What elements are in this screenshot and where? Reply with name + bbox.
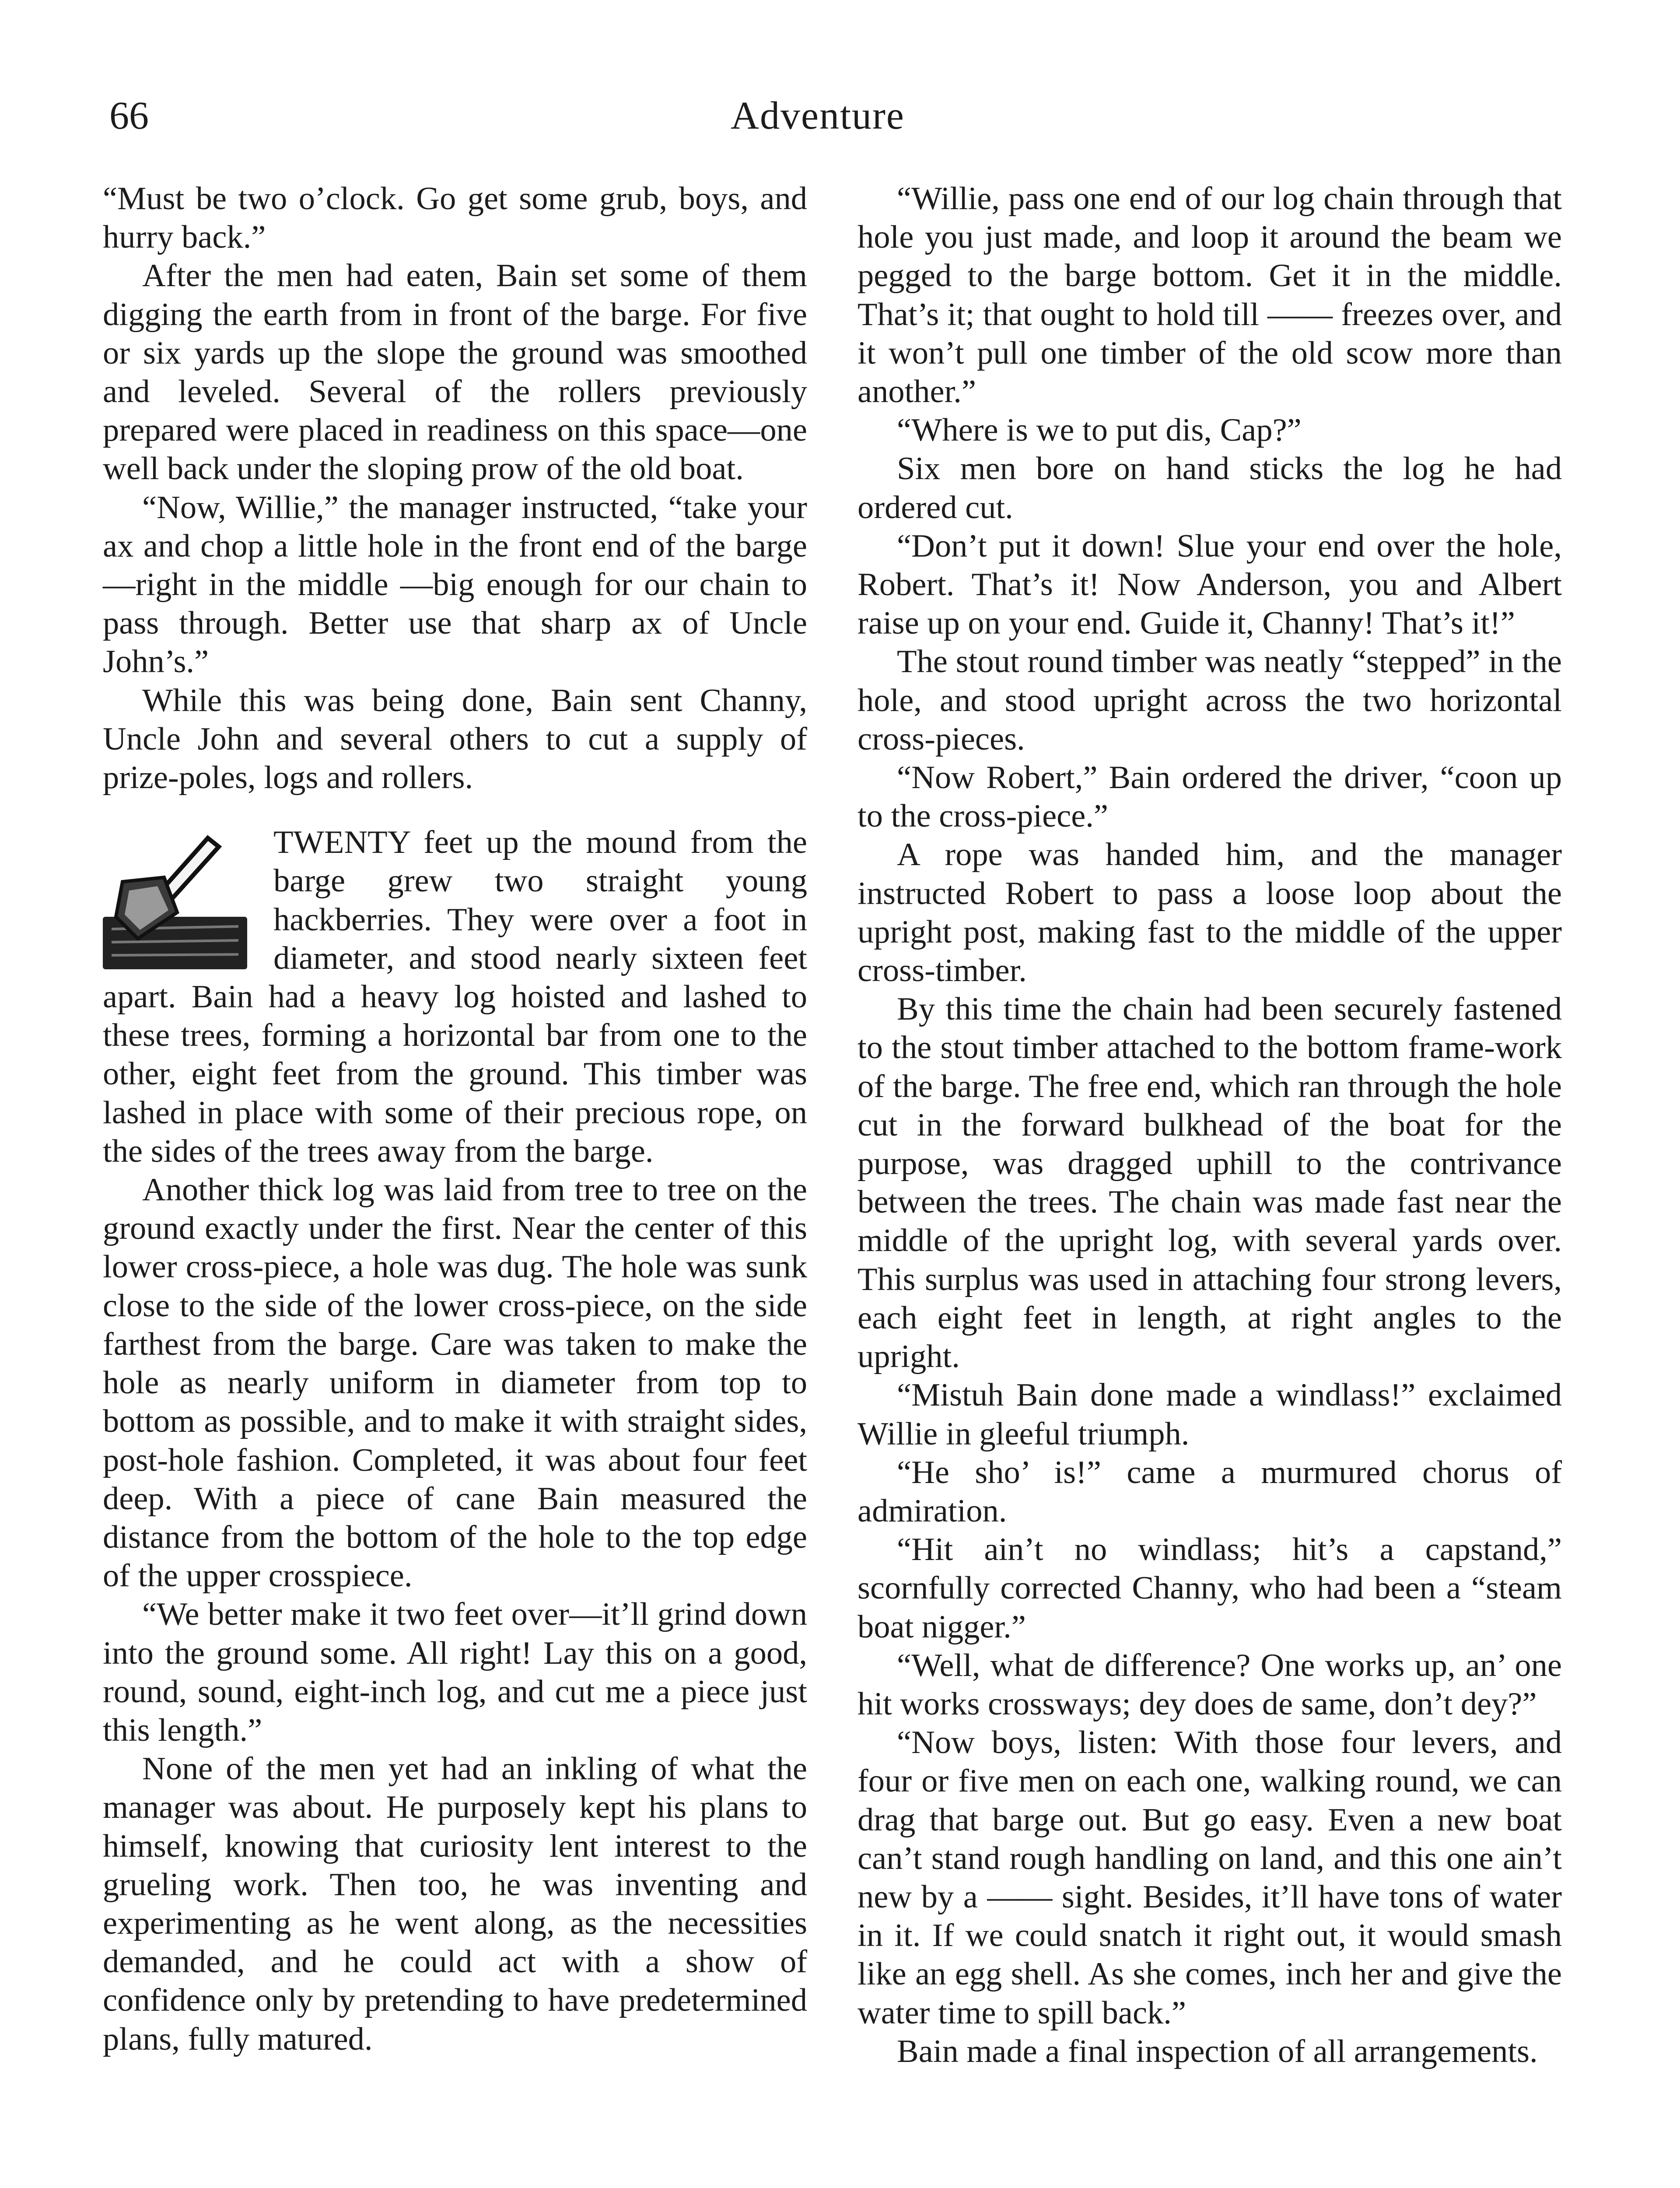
paragraph: TWENTY feet up the mound from the barge grew two straight young hackberries. They were over a foot in diameter, and stood nearly sixteen feet apart. Bain had a heavy log hoisted and lashed to these trees, forming a horizontal bar from one to the other, eight feet from the ground. This timber was lashed in place with some of their precious rope, on the sides of the trees away from the barge. — [103, 824, 807, 1169]
paragraph: “Where is we to put dis, Cap?” — [897, 412, 1302, 449]
paragraph: While this was being done, Bain sent Channy, Uncle John and several others to cut a supply of prize-poles, logs and rollers. — [103, 682, 807, 796]
running-title: Adventure — [731, 94, 905, 137]
paragraph: None of the men yet had an inkling of what the manager was about. He purposely kept his plans to himself, knowing that curiosity lent interest to the grueling work. Then too, he was inventing and experimenting as he went along, as the necessities demanded, and he could act with a show of confidence only by pretending to have predetermined plans, fully matured. — [103, 1751, 807, 2057]
paragraph: “Hit ain’t no windlass; hit’s a capstand,” scornfully corrected Channy, who had been a “steam boat nigger.” — [858, 1532, 1562, 1645]
page-header — [109, 83, 949, 149]
paragraph: After the men had eaten, Bain set some of them digging the earth from in front of the barge. For five or six yards up the slope the ground was smoothed and leveled. Several of the rollers previously prepared were placed in readiness on this space—one well back under the sloping prow of the old boat. — [103, 258, 807, 487]
paragraph: “Willie, pass one end of our log chain through that hole you just made, and loop it around the beam we pegged to the barge bottom. Get it in the middle. That’s it; that ought to hold till —— freezes over, and it won’t pull one timber of the old scow more than another.” — [858, 181, 1562, 410]
right-column — [858, 179, 1562, 2071]
left-column — [103, 179, 807, 2058]
paragraph: “Now, Willie,” the manager instructed, “take your ax and chop a little hole in the front end of the barge—right in the middle —big enough for our chain to pass through. Better use that sharp ax of Uncle John’s.” — [103, 489, 807, 680]
paragraph: “Now boys, listen: With those four levers, and four or five men on each one, walking round, we can drag that barge out. But go easy. Even a new boat can’t stand rough handling on land, and this one ain’t new by a —— sight. Besides, it’ll have tons of water in it. If we could snatch it right out, it would smash like an egg shell. As she comes, inch her and give the water time to spill back.” — [858, 1725, 1562, 2031]
paragraph: “Well, what de difference? One works up, an’ one hit works crossways; dey does de same, don’t dey?” — [858, 1647, 1562, 1722]
section-break — [103, 797, 807, 823]
paragraph: By this time the chain had been securely fastened to the stout timber attached to the bottom frame-work of the barge. The free end, which ran through the hole cut in the forward bulkhead of the boat for the purpose, was dragged uphill to the contrivance between the trees. The chain was made fast near the middle of the upright log, with several yards over. This surplus was used in attaching four strong levers, each eight feet in length, at right angles to the upright. — [858, 991, 1562, 1375]
paragraph: Another thick log was laid from tree to tree on the ground exactly under the first. Near the center of this lower cross-piece, a hole was dug. The hole was sunk close to the side of the lower cross-piece, on the side farthest from the barge. Care was taken to make the hole as nearly uniform in diameter from top to bottom as possible, and to make it with straight sides, post-hole fashion. Completed, it was about four feet deep. With a piece of cane Bain measured the distance from the bottom of the hole to the top edge of the upper crosspiece. — [103, 1172, 807, 1594]
paragraph: Bain made a final inspection of all arrangements. — [897, 2033, 1538, 2069]
page-number: 66 — [109, 94, 149, 137]
paragraph: “Don’t put it down! Slue your end over the hole, Robert. That’s it! Now Anderson, you and Albert raise up on your end. Guide it, Channy! That’s it!” — [858, 528, 1562, 642]
paragraph: “Mistuh Bain done made a windlass!” exclaimed Willie in gleeful triumph. — [858, 1377, 1562, 1452]
axe-in-log-icon — [98, 829, 256, 974]
paragraph: The stout round timber was neatly “stepped” in the hole, and stood upright across the two horizontal cross-pieces. — [858, 644, 1562, 757]
paragraph: “We better make it two feet over—it’ll grind down into the ground some. All right! Lay this on a good, round, sound, eight-inch log, and cut me a piece just this length.” — [103, 1596, 807, 1748]
paragraph: “Now Robert,” Bain ordered the driver, “coon up to the cross-piece.” — [858, 760, 1562, 835]
paragraph: “Must be two o’clock. Go get some grub, boys, and hurry back.” — [103, 181, 807, 256]
paragraph: A rope was handed him, and the manager instructed Robert to pass a loose loop about the upright post, making fast to the middle of the upper cross-timber. — [858, 837, 1562, 989]
paragraph: “He sho’ is!” came a murmured chorus of admiration. — [858, 1454, 1562, 1529]
paragraph: Six men bore on hand sticks the log he had ordered cut. — [858, 451, 1562, 526]
